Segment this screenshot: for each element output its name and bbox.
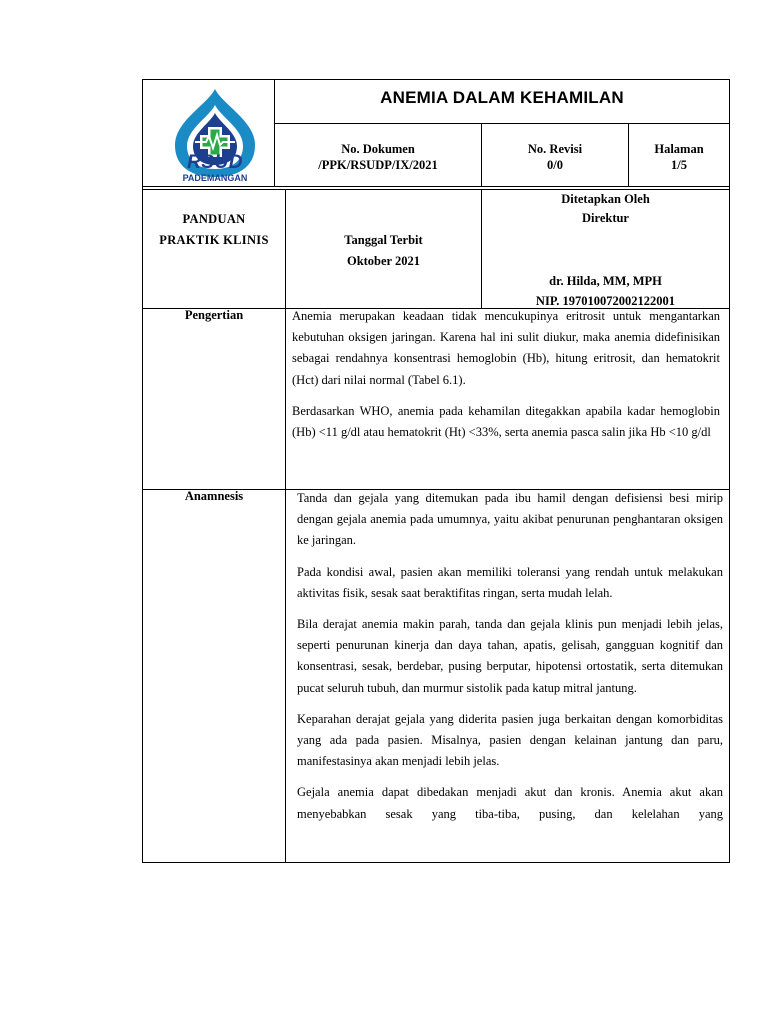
page-value: 1/5 <box>671 158 687 172</box>
table-border-top <box>142 79 730 80</box>
doc-number-cell <box>275 141 481 173</box>
table-border-left <box>142 79 143 863</box>
page-label: Halaman <box>654 142 704 156</box>
divider-header <box>142 186 730 187</box>
table-border-right <box>729 79 730 863</box>
revision-label: No. Revisi <box>527 142 583 156</box>
document-title: ANEMIA DALAM KEHAMILAN <box>380 88 624 107</box>
anamnesis-paragraph-3: Bila derajat anemia makin parah, tanda dan gejala klinis pun menjadi lebih jelas, seperti penurunan kinerja dan daya tahan, apatis, gelisah, gangguan kognitif dan konsentrasi, sesak, berdebar, pusing berputar, hipotensi ortostatik, serta ditemukan pucat seluruh tubuh, dan murmur sistolik pada katup mitral jantung. <box>297 617 723 695</box>
issue-date-cell <box>286 230 481 272</box>
section-body-pengertian <box>292 306 720 443</box>
revision-value: 0/0 <box>547 158 563 172</box>
position-label: Direktur <box>582 211 629 225</box>
doc-number-label: No. Dokumen <box>341 142 415 156</box>
section-label-pengertian: Pengertian <box>184 308 244 322</box>
issue-date-value: Oktober 2021 <box>346 254 421 268</box>
anamnesis-paragraph-2: Pada kondisi awal, pasien akan memiliki toleransi yang rendah untuk melakukan aktivitas fisik, sesak saat beraktifitas ringan, serta mudah lelah. <box>297 564 723 600</box>
divider-title <box>274 123 730 124</box>
revision-cell <box>482 141 628 173</box>
doc-number-value: /PPK/RSUDP/IX/2021 <box>318 158 438 172</box>
director-name: dr. Hilda, MM, MPH <box>549 274 662 288</box>
doc-type-line1: PANDUAN <box>182 212 246 226</box>
divider-label-column <box>285 189 286 863</box>
anamnesis-paragraph-1: Tanda dan gejala yang ditemukan pada ibu hamil dengan defisiensi besi mirip dengan gejala anemia pada umumnya, yaitu akibat penurunan penghantaran oksigen ke jaringan. <box>297 491 723 548</box>
director-nip: NIP. 197010072002122001 <box>535 294 676 308</box>
logo-subtext: PADEMANGAN <box>182 173 248 183</box>
anamnesis-paragraph-4: Keparahan derajat gejala yang diderita pasien juga berkaitan dengan komorbiditas yang ada pada pasien. Misalnya, pasien dengan kelainan jantung dan paru, manifestasinya akan menjadi lebih jelas. <box>297 711 723 769</box>
doc-type-line2: PRAKTIK KLINIS <box>159 233 269 247</box>
section-label-anamnesis: Anamnesis <box>184 489 244 503</box>
pengertian-paragraph-1: Anemia merupakan keadaan tidak mencukupinya eritrosit untuk mengantarkan kebutuhan oksigen jaringan. Karena hal ini sulit diukur, maka anemia didefinisikan sebagai rendahnya konsentrasi hemoglobin (Hb), hitung eritrosit, dan hematokrit (Hct) dari nilai normal (Tabel 6.1). <box>292 309 720 387</box>
table-border-bottom <box>142 862 730 863</box>
set-by-label: Ditetapkan Oleh <box>561 192 650 206</box>
logo-text: RSUD <box>187 152 243 173</box>
anamnesis-paragraph-5: Gejala anemia dapat dibedakan menjadi akut dan kronis. Anemia akut akan menyebabkan sesak yang tiba-tiba, pusing, dan kelelahan yang <box>297 785 723 821</box>
issue-date-label: Tanggal Terbit <box>344 233 423 247</box>
doc-type-cell <box>143 209 285 251</box>
page-cell <box>629 141 729 173</box>
section-body-anamnesis <box>297 488 723 862</box>
pengertian-paragraph-2: Berdasarkan WHO, anemia pada kehamilan ditegakkan apabila kadar hemoglobin (Hb) <11 g/dl atau hematokrit (Ht) <33%, serta anemia pasca salin jika Hb <10 g/dl <box>292 403 720 440</box>
hospital-logo <box>165 83 265 185</box>
